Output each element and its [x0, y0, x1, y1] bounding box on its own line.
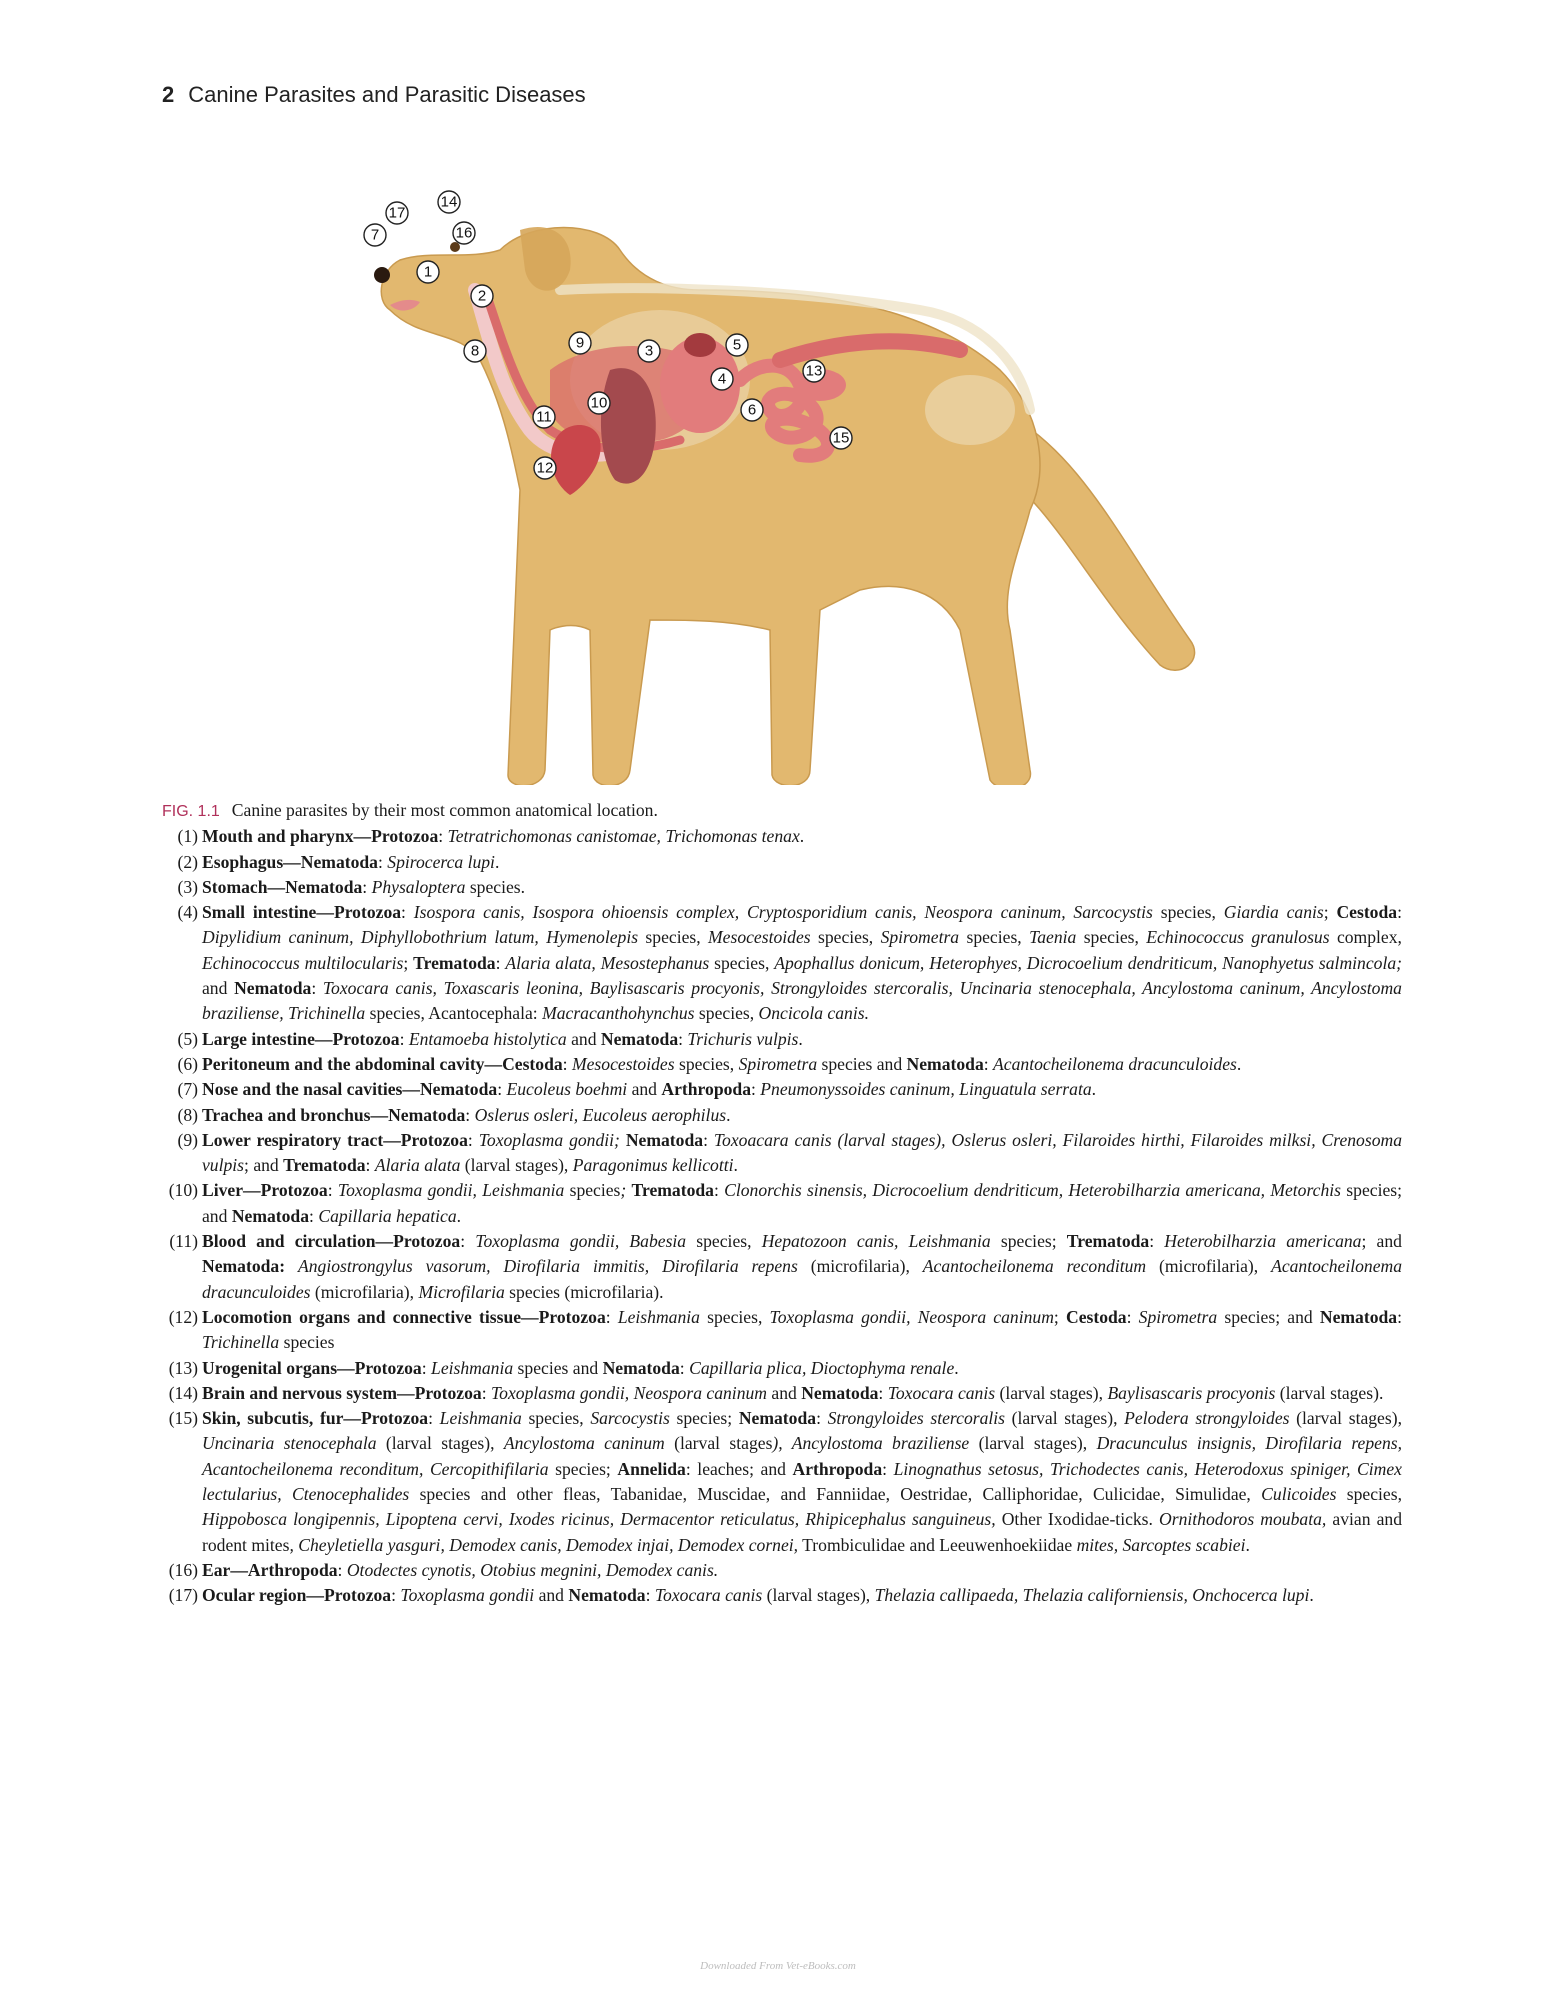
location-heading: Stomach—Nematoda — [202, 876, 363, 897]
location-heading: Nematoda — [738, 1408, 817, 1429]
list-text: (microfilaria), — [797, 1256, 923, 1277]
list-text: species, — [1336, 1484, 1402, 1505]
location-heading: Ocular region—Protozoa — [202, 1585, 392, 1606]
caption-heading — [162, 798, 1402, 824]
marker-1 — [417, 261, 439, 283]
list-text: : — [365, 1155, 375, 1176]
species-name: Hepatozoon canis, Leishmania — [761, 1231, 991, 1252]
list-text: : — [562, 1053, 572, 1074]
svg-text:16: 16 — [455, 224, 473, 242]
list-text: : — [421, 1357, 432, 1378]
species-name: Angiostrongylus vasorum, Dirofilaria immitis, Dirofilaria repens — [297, 1256, 798, 1277]
location-heading: Nematoda — [1319, 1306, 1398, 1327]
list-text: : — [377, 851, 388, 872]
location-heading: Nematoda — [801, 1382, 879, 1403]
list-text: : — [1149, 1231, 1165, 1252]
species-name: Acantocheilonema reconditum — [922, 1256, 1147, 1277]
svg-text:15: 15 — [832, 429, 850, 447]
list-text: : — [679, 1357, 690, 1378]
list-text: (microfilaria), — [310, 1281, 419, 1302]
species-name: Spirometra — [880, 927, 960, 948]
list-item-number: (6) — [177, 1053, 198, 1074]
figure-label: FIG. 1.1 — [162, 803, 220, 820]
species-name: Tetratrichomonas canistomae, Trichomonas tenax — [447, 826, 800, 847]
list-text: . — [733, 1155, 738, 1176]
list-text: species, — [699, 1306, 770, 1327]
location-heading: Trachea and bronchus—Nematoda — [202, 1104, 466, 1125]
species-name: Giardia canis — [1223, 902, 1324, 923]
svg-text:13: 13 — [805, 362, 823, 380]
list-text — [285, 1256, 298, 1276]
species-name: Mesocestoides — [708, 927, 811, 948]
location-heading: Nose and the nasal cavities—Nematoda — [202, 1079, 498, 1100]
species-name: Hippobosca longipennis, Lipoptena cervi, Ixodes ricinus, Dermacentor reticulatus, Rhipicephalus sanguineus, — [202, 1509, 996, 1530]
list-item — [162, 1052, 1402, 1077]
list-text: species, Acantocephala: — [365, 1003, 543, 1024]
svg-text:17: 17 — [388, 204, 406, 222]
svg-text:12: 12 — [536, 459, 554, 477]
list-text: (larval stages), — [995, 1382, 1108, 1403]
marker-3 — [638, 340, 660, 362]
species-name: , Cheyletiella yasguri, Demodex canis, Demodex injai, Demodex cornei, — [289, 1534, 799, 1555]
list-text: : — [337, 1559, 347, 1580]
list-text: species; and — [1217, 1306, 1320, 1327]
species-name: Acantocheilonema dracunculoides — [202, 1256, 1403, 1302]
list-text: : — [816, 1408, 828, 1429]
location-heading: Locomotion organs and connective tissue—Protozoa — [202, 1306, 606, 1327]
species-name: Thelazia callipaeda, Thelazia californiensis, Onchocerca lupi — [874, 1585, 1310, 1606]
list-item-number: (17) — [168, 1585, 198, 1606]
list-text: . — [494, 851, 500, 872]
species-name: Pelodera strongyloides — [1124, 1408, 1290, 1429]
species-name: Alaria alata — [374, 1155, 461, 1176]
list-item-number: (4) — [177, 902, 198, 923]
species-name: Heterobilharzia americana — [1164, 1231, 1362, 1252]
dog-pelvis — [925, 375, 1015, 445]
species-name: Toxoacara canis (larval stages), Oslerus osleri, Filaroides hirthi, Filaroides milksi, Crenosoma vulpis — [202, 1129, 1403, 1176]
species-name: Toxoplasma gondii — [400, 1585, 535, 1606]
list-text: . — [726, 1104, 731, 1125]
list-text: . — [798, 1028, 803, 1049]
species-name: Spirometra — [1138, 1306, 1218, 1327]
marker-6 — [741, 399, 763, 421]
list-text: : — [467, 1129, 479, 1150]
list-item — [162, 1178, 1402, 1229]
location-heading: Nematoda — [625, 1129, 704, 1150]
svg-text:9: 9 — [575, 334, 585, 352]
species-name: Toxocara canis — [654, 1585, 763, 1606]
location-heading: Nematoda — [906, 1053, 984, 1074]
location-heading: Blood and circulation—Protozoa — [202, 1231, 461, 1252]
marker-10 — [588, 392, 610, 414]
species-name: Otodectes cynotis, Otobius megnini, Demodex canis. — [346, 1559, 719, 1580]
download-footer: Downloaded From Vet-eBooks.com — [700, 1960, 856, 1972]
species-name: Toxocara canis — [887, 1382, 996, 1403]
species-name: Echinococcus granulosus — [1146, 927, 1330, 948]
species-name: Pneumonyssoides caninum, Linguatula serrata — [760, 1079, 1092, 1100]
species-name: Culicoides — [1261, 1484, 1337, 1505]
list-text: : — [309, 1205, 319, 1226]
marker-16 — [453, 222, 475, 244]
list-text: (larval stages), — [460, 1155, 573, 1176]
species-name: Entamoeba histolytica — [408, 1028, 567, 1049]
list-text: : — [495, 952, 506, 973]
location-heading: Urogenital organs—Protozoa — [202, 1357, 422, 1378]
svg-text:5: 5 — [732, 336, 742, 354]
list-text: Trombiculidae and Leeuwenhoekiidae — [798, 1534, 1077, 1555]
parasite-location-list — [162, 824, 1402, 1608]
list-text: : — [983, 1053, 994, 1074]
list-text: . — [1245, 1534, 1250, 1555]
list-text: : — [1397, 1306, 1402, 1327]
list-text: (larval stages), — [1289, 1408, 1402, 1429]
list-item — [162, 1558, 1402, 1583]
species-name: Eucoleus boehmi — [506, 1079, 628, 1100]
list-text: ; — [1323, 902, 1337, 923]
list-text: : — [645, 1585, 655, 1606]
list-item-number: (15) — [168, 1408, 198, 1429]
location-heading: Large intestine—Protozoa — [202, 1028, 400, 1049]
location-heading: Nematoda — [600, 1028, 679, 1049]
marker-13 — [803, 360, 825, 382]
list-text: . — [954, 1357, 959, 1378]
list-text: : — [460, 1231, 476, 1252]
list-text: species, — [638, 927, 709, 948]
list-text: : — [465, 1104, 475, 1125]
list-item — [162, 1406, 1402, 1558]
location-heading: Ear—Arthropoda — [202, 1559, 338, 1580]
location-heading: Small intestine—Protozoa — [202, 902, 402, 923]
marker-17 — [386, 202, 408, 224]
location-heading: Skin, subcutis, fur—Protozoa — [202, 1408, 429, 1429]
svg-text:8: 8 — [470, 342, 480, 360]
list-text: species. — [465, 876, 526, 897]
list-item — [162, 1229, 1402, 1305]
list-item — [162, 1583, 1402, 1608]
species-name: Alaria alata, Mesostephanus — [505, 952, 710, 973]
list-text: avian and rodent mites — [202, 1509, 1402, 1555]
species-name: Echinococcus multilocularis — [202, 952, 404, 973]
marker-15 — [830, 427, 852, 449]
location-heading: Arthropoda — [661, 1079, 751, 1100]
species-name: Ancylostoma caninum — [503, 1433, 665, 1454]
list-item — [162, 1305, 1402, 1356]
species-name: Microfilaria — [418, 1281, 505, 1302]
list-text: ; — [403, 952, 414, 973]
species-name: Paragonimus kellicotti — [572, 1155, 734, 1176]
list-text: Other Ixodidae-ticks. — [995, 1509, 1160, 1530]
marker-7 — [364, 224, 386, 246]
marker-9 — [569, 332, 591, 354]
marker-2 — [471, 285, 493, 307]
list-item — [162, 1381, 1402, 1406]
list-item — [162, 850, 1402, 875]
species-name: ; — [620, 1180, 627, 1201]
dog-eye — [450, 242, 460, 252]
list-text: and — [534, 1585, 569, 1606]
species-name: Sarcocystis — [590, 1408, 670, 1429]
list-text: (larval stages), — [376, 1433, 504, 1454]
list-text: . — [456, 1205, 462, 1226]
dog-anatomy-figure — [360, 185, 1200, 785]
svg-text:7: 7 — [370, 226, 380, 244]
list-text: : — [438, 826, 448, 847]
list-text: species, — [694, 1003, 759, 1024]
dog-nose — [374, 267, 390, 283]
list-item-number: (7) — [177, 1079, 198, 1100]
svg-text:1: 1 — [423, 263, 433, 281]
species-name: Ornithodoros moubata, — [1159, 1509, 1327, 1530]
list-text: : — [481, 1382, 492, 1403]
list-item-number: (8) — [177, 1104, 198, 1125]
list-text: species and other fleas, Tabanidae, Muscidae, and Fanniidae, Oestridae, Calliphoridae, Culicidae, Simulidae, — [409, 1484, 1262, 1505]
location-heading: Mouth and pharynx—Protozoa — [202, 826, 439, 847]
svg-text:2: 2 — [477, 287, 487, 305]
list-text: : — [751, 1079, 761, 1100]
species-name: Capillaria hepatica — [318, 1205, 457, 1226]
list-text: : — [362, 876, 372, 897]
location-heading: Cestoda — [1065, 1306, 1127, 1327]
species-name: Taenia — [1029, 927, 1077, 948]
location-heading: Trematoda — [283, 1155, 366, 1176]
svg-text:11: 11 — [536, 408, 552, 426]
list-text: : — [399, 1028, 409, 1049]
species-name: Dipylidium caninum, Diphyllobothrium latum, Hymenolepis — [202, 927, 639, 948]
list-item-number: (3) — [177, 876, 198, 897]
list-text: species; — [548, 1458, 618, 1479]
dog-illustration — [360, 185, 1200, 785]
species-name: Dracunculus insignis, Dirofilaria repens, Acantocheilonema reconditum, Cercopithifilaria — [202, 1433, 1402, 1479]
list-item-number: (16) — [168, 1559, 198, 1580]
list-text: : — [678, 1028, 688, 1049]
species-name: Toxoplasma gondii, Leishmania — [337, 1180, 565, 1201]
location-heading: Nematoda — [602, 1357, 680, 1378]
list-text: species; and — [202, 1180, 1402, 1226]
list-text: species — [279, 1332, 335, 1353]
species-name: Macracanthohynchus — [542, 1003, 695, 1024]
species-name: Baylisascaris procyonis — [1107, 1382, 1276, 1403]
list-text: complex, — [1329, 927, 1402, 948]
list-text: (larval stages). — [1275, 1382, 1384, 1403]
svg-text:6: 6 — [747, 401, 757, 419]
list-text: (larval stages — [664, 1433, 773, 1454]
list-text: ; — [1053, 1306, 1066, 1327]
location-heading: Esophagus—Nematoda — [202, 851, 378, 872]
location-heading: Nematoda — [231, 1205, 310, 1226]
list-text: : — [882, 1458, 894, 1479]
species-name: Leishmania — [617, 1306, 700, 1327]
species-name: Uncinaria stenocephala — [202, 1433, 377, 1454]
location-heading: Nematoda: — [202, 1256, 286, 1277]
list-item — [162, 1077, 1402, 1102]
list-text: species (microfilaria). — [504, 1281, 664, 1302]
species-name: mites, Sarcoptes scabiei — [1076, 1534, 1246, 1555]
caption-text: Canine parasites by their most common anatomical location. — [231, 800, 658, 820]
location-heading: Arthropoda — [792, 1458, 883, 1479]
location-heading: Trematoda — [631, 1180, 714, 1201]
list-text: ; and — [1361, 1231, 1402, 1252]
location-heading: Liver—Protozoa — [202, 1180, 328, 1201]
list-text: : leaches; and — [685, 1458, 793, 1479]
list-text: . — [1091, 1079, 1097, 1100]
list-text: and — [627, 1079, 662, 1100]
list-text: : — [713, 1180, 725, 1201]
list-text: species and — [513, 1357, 603, 1378]
list-text: . — [799, 826, 805, 847]
list-text: (larval stages), — [969, 1433, 1097, 1454]
species-name: Spirocerca lupi — [387, 851, 495, 872]
list-text: . — [1309, 1585, 1314, 1606]
list-item-number: (2) — [177, 851, 198, 872]
list-text: species; — [990, 1231, 1067, 1252]
list-item-number: (14) — [168, 1382, 198, 1403]
list-item-number: (13) — [168, 1357, 198, 1378]
species-name: Oslerus osleri, Eucoleus aerophilus — [474, 1104, 727, 1125]
marker-8 — [464, 340, 486, 362]
list-text: ; and — [244, 1155, 284, 1176]
species-name: Oncicola canis. — [758, 1003, 869, 1024]
list-text: species, — [1152, 902, 1224, 923]
location-heading: Lower respiratory tract—Protozoa — [202, 1129, 468, 1150]
species-name: Toxoplasma gondii, Neospora caninum — [769, 1306, 1054, 1327]
list-item — [162, 900, 1402, 1026]
marker-4 — [711, 368, 733, 390]
list-text: species, — [686, 1231, 762, 1252]
running-head — [162, 82, 586, 108]
location-heading: Nematoda — [234, 978, 312, 999]
list-text: : — [401, 902, 414, 923]
list-item — [162, 1356, 1402, 1381]
list-item — [162, 824, 1402, 849]
location-heading: Trematoda — [1066, 1231, 1150, 1252]
species-name: Clonorchis sinensis, Dicrocoelium dendriticum, Heterobilharzia americana, Metorchis — [724, 1180, 1342, 1201]
species-name: Spirometra — [738, 1053, 818, 1074]
list-item — [162, 1103, 1402, 1128]
list-item-number: (1) — [177, 826, 198, 847]
species-name: Leishmania — [431, 1357, 514, 1378]
species-name: Trichuris vulpis — [687, 1028, 799, 1049]
list-text: : — [1126, 1306, 1139, 1327]
list-text: : — [605, 1306, 618, 1327]
location-heading: Cestoda — [1336, 902, 1398, 923]
list-text: : — [311, 978, 323, 999]
location-heading: Nematoda — [568, 1585, 646, 1606]
species-name: Leishmania — [439, 1408, 522, 1429]
list-item — [162, 1128, 1402, 1179]
marker-12 — [534, 457, 556, 479]
list-text: species, — [1076, 927, 1147, 948]
species-name: Toxoplasma gondii, Babesia — [475, 1231, 687, 1252]
list-text: (microfilaria), — [1146, 1256, 1272, 1277]
species-name: Linognathus setosus, Trichodectes canis, Heterodoxus spiniger, Cimex lectularius, Ctenocephalides — [202, 1458, 1402, 1505]
list-item-number: (5) — [177, 1028, 198, 1049]
species-name: Apophallus donicum, Heterophyes, Dicrocoelium dendriticum, Nanophyetus salmincola; — [774, 952, 1402, 973]
species-name: Toxoplasma gondii; — [478, 1129, 620, 1150]
species-name: Trichinella — [202, 1332, 280, 1353]
species-name: Isospora canis, Isospora ohioensis complex, Cryptosporidium canis, Neospora caninum, Sarcocystis — [413, 902, 1153, 923]
list-item — [162, 875, 1402, 900]
list-text: : — [428, 1408, 440, 1429]
species-name: Capillaria plica, Dioctophyma renale — [689, 1357, 955, 1378]
list-item — [162, 1027, 1402, 1052]
list-item-number: (12) — [168, 1306, 198, 1327]
location-heading: Trematoda — [413, 952, 496, 973]
marker-5 — [726, 334, 748, 356]
list-text: species, — [959, 927, 1030, 948]
list-text: (larval stages), — [762, 1585, 875, 1606]
list-text: : — [497, 1079, 507, 1100]
species-name: Toxocara canis, Toxascaris leonina, Baylisascaris procyonis, Strongyloides stercoralis, Uncinaria stenocephala, Ancylostoma caninum, Ancylostoma braziliense, Trichinella — [202, 978, 1402, 1024]
list-text: : — [703, 1129, 714, 1150]
list-text: and — [566, 1028, 601, 1049]
list-text: : — [878, 1382, 888, 1403]
list-text: species and — [817, 1053, 907, 1074]
svg-text:4: 4 — [717, 370, 727, 388]
list-text: : — [391, 1585, 401, 1606]
list-text: species, — [709, 952, 775, 973]
marker-14 — [438, 191, 460, 213]
list-text: species, — [810, 927, 881, 948]
species-name: Physaloptera — [371, 876, 466, 897]
list-text: species, — [521, 1408, 591, 1429]
species-name: ), Ancylostoma braziliense — [772, 1433, 970, 1454]
list-text: species, — [674, 1053, 739, 1074]
page-number: 2 — [162, 82, 175, 107]
species-name: Acantocheilonema dracunculoides — [993, 1053, 1237, 1074]
location-heading: Annelida — [617, 1458, 686, 1479]
svg-text:10: 10 — [590, 394, 608, 412]
species-name: Toxoplasma gondii, Neospora caninum — [491, 1382, 767, 1403]
species-name: Mesocestoides — [571, 1053, 675, 1074]
marker-11 — [533, 406, 555, 428]
list-item-number: (11) — [169, 1231, 198, 1252]
species-name: Strongyloides stercoralis — [827, 1408, 1006, 1429]
location-heading: Peritoneum and the abdominal cavity—Cestoda — [202, 1053, 563, 1074]
list-text: and — [767, 1382, 802, 1403]
list-item-number: (10) — [168, 1180, 198, 1201]
list-text: species; — [669, 1408, 739, 1429]
list-text: : — [1397, 902, 1402, 923]
svg-text:3: 3 — [644, 342, 654, 360]
figure-caption — [162, 798, 1402, 1609]
list-text: : — [327, 1180, 338, 1201]
location-heading: Brain and nervous system—Protozoa — [202, 1382, 482, 1403]
list-text: species — [564, 1180, 621, 1201]
svg-text:14: 14 — [440, 193, 458, 211]
list-text: (larval stages), — [1005, 1408, 1125, 1429]
list-text: and — [202, 978, 235, 999]
list-text: . — [1236, 1053, 1242, 1074]
running-head-title: Canine Parasites and Parasitic Diseases — [188, 82, 586, 107]
list-item-number: (9) — [177, 1129, 198, 1150]
kidney — [684, 333, 716, 357]
